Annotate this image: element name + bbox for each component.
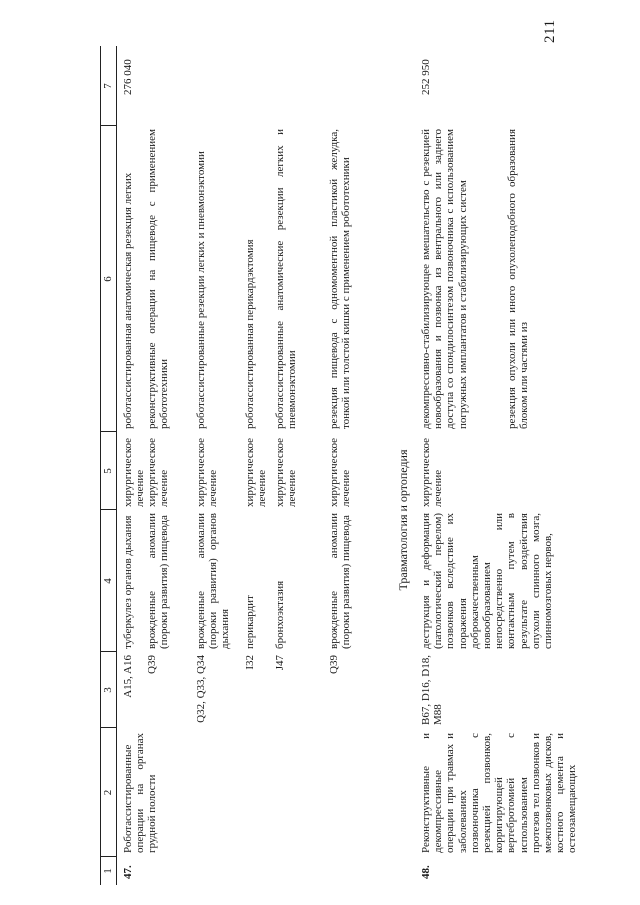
col-divider	[100, 431, 116, 432]
patient-model: врожденные аномалии (пороки развития) пищевода	[328, 513, 353, 649]
patient-model: туберкулез органов дыхания	[122, 515, 134, 649]
treatment-type: хирургическое лечение	[244, 437, 269, 507]
patient-model: врожденные аномалии (пороки развития) пищевода	[146, 513, 171, 649]
col-divider	[100, 125, 116, 126]
treatment-method: роботассистированная перикардэктомия	[244, 239, 256, 429]
icd-codes: Q39	[328, 655, 340, 674]
treatment-type: хирургическое лечение	[146, 437, 171, 507]
treatment-type: хирургическое лечение	[420, 437, 445, 507]
treatment-type: хирургическое лечение	[328, 437, 353, 507]
price: 276 040	[122, 59, 134, 95]
row-number: 47.	[122, 865, 134, 879]
patient-model: бронхоэктазия	[274, 580, 286, 649]
col-header-6: 6	[102, 276, 114, 282]
procedure-name: Реконструктивные и декомпрессивные операции при травмах и заболеваниях позвоночника с резекцией позвонков, корригирующей вертебротомией с использованием протезов тел позвонков и межпозвонковых дисков, костного цемента и остеозамещающих	[420, 733, 579, 853]
icd-codes: A15, A16	[122, 655, 134, 698]
procedure-name: Роботассистированные операции на органах грудной полости	[122, 733, 159, 853]
patient-model: деструкция и деформация (патологический перелом) позвонков вследствие их поражения доброкачественным новообразованием непосредственно или контактным путем в результате воздействия опухоли спинного мозга, спинномозговых нервов,	[420, 513, 555, 649]
treatment-method: реконструктивные операции на пищеводе с применением робототехники	[146, 129, 171, 429]
patient-model: перикардит	[244, 595, 256, 649]
treatment-method: роботассистированные резекции легких и пневмонэктомии	[195, 151, 207, 429]
treatment-method: резекция опухоли или иного опухолеподобного образования блоком или частями из	[506, 129, 531, 429]
treatment-method: роботассистированные анатомические резекции легких и пневмонэктомии	[274, 129, 299, 429]
row-number: 48.	[420, 865, 432, 879]
col-divider	[100, 651, 116, 652]
treatment-method: роботассистированная анатомическая резекция легких	[122, 172, 134, 429]
section-heading: Травматология и ортопедия	[396, 449, 410, 591]
header-rule	[116, 46, 117, 885]
treatment-type: хирургическое лечение	[195, 437, 220, 507]
col-divider	[100, 727, 116, 728]
page-number: 211	[542, 19, 558, 43]
col-header-2: 2	[102, 789, 114, 796]
col-header-4: 4	[102, 578, 114, 584]
col-divider	[100, 856, 116, 857]
rotated-table-page	[100, 19, 620, 885]
icd-codes: B67, D16, D18, M88	[420, 655, 445, 725]
col-header-5: 5	[102, 468, 114, 474]
icd-codes: Q32, Q33, Q34	[195, 655, 207, 723]
col-header-1: 1	[102, 868, 114, 874]
treatment-method: декомпрессивно-стабилизирующее вмешательство с резекцией новообразования и позвонка из вентрального или заднего доступа со спондилосинтезом позвоночника с использованием погружных имплантатов и стабилизирующих систем	[420, 129, 469, 429]
table-top-rule	[100, 46, 101, 885]
treatment-method: резекция пищевода с одномоментной пластикой желудка, тонкой или толстой кишки с применением робототехники	[328, 129, 353, 429]
col-header-3: 3	[102, 687, 114, 693]
price: 252 950	[420, 59, 432, 95]
icd-codes: J47	[274, 655, 286, 671]
col-divider	[100, 509, 116, 510]
treatment-type: хирургическое лечение	[274, 437, 299, 507]
patient-model: врожденные аномалии (пороки развития) органов дыхания	[195, 513, 232, 649]
col-header-7: 7	[102, 83, 114, 89]
icd-codes: Q39	[146, 655, 158, 674]
icd-codes: I32	[244, 655, 256, 670]
treatment-type: хирургическое лечение	[122, 437, 147, 507]
